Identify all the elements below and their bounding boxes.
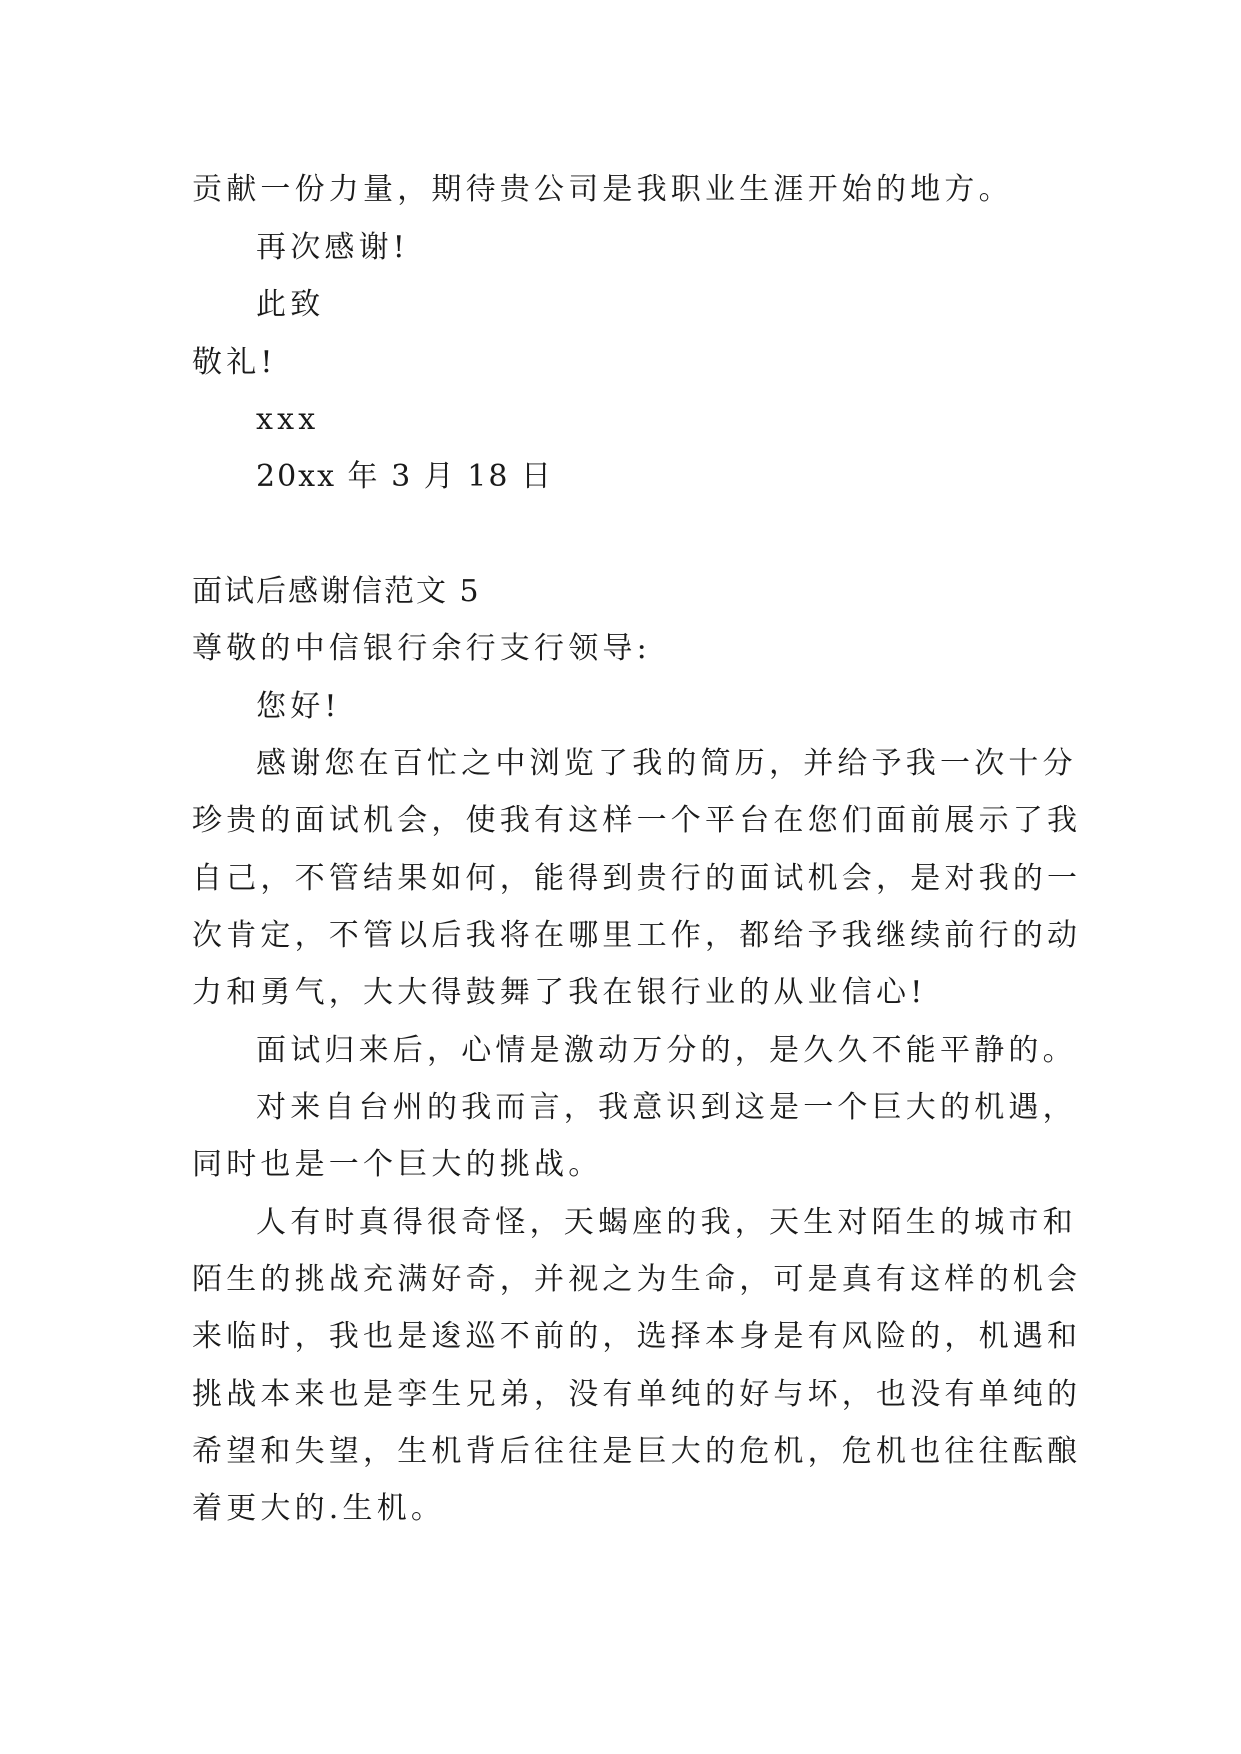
text-line: 着更大的.生机。 (192, 1491, 446, 1526)
text-line: 贡献一份力量，期待贵公司是我职业生涯开始的地方。 (192, 172, 1013, 207)
text-line: 力和勇气，大大得鼓舞了我在银行业的从业信心! (192, 975, 927, 1010)
signature-name: xxx (256, 402, 320, 437)
text-line: 自己，不管结果如何，能得到贵行的面试机会，是对我的一 (192, 861, 1082, 896)
text-line: 再次感谢! (256, 230, 410, 265)
text-line: 感谢您在百忙之中浏览了我的简历，并给予我一次十分 (256, 746, 1077, 781)
text-line: 面试归来后，心情是激动万分的，是久久不能平静的。 (256, 1033, 1077, 1068)
section-title: 面试后感谢信范文 5 (192, 574, 481, 609)
text-line: 敬礼! (192, 345, 277, 380)
text-line: 同时也是一个巨大的挑战。 (192, 1147, 603, 1182)
text-line: 对来自台州的我而言，我意识到这是一个巨大的机遇， (256, 1090, 1077, 1125)
salutation: 尊敬的中信银行余行支行领导: (192, 631, 651, 666)
text-line: 来临时，我也是逡巡不前的，选择本身是有风险的，机遇和 (192, 1319, 1082, 1354)
greeting: 您好! (256, 689, 341, 724)
text-line: 此致 (256, 287, 325, 322)
text-line: 次肯定，不管以后我将在哪里工作，都给予我继续前行的动 (192, 918, 1082, 953)
text-line: 希望和失望，生机背后往往是巨大的危机，危机也往往酝酿 (192, 1434, 1082, 1469)
text-line: 珍贵的面试机会，使我有这样一个平台在您们面前展示了我 (192, 803, 1082, 838)
letter-date: 20xx 年 3 月 18 日 (256, 459, 553, 494)
text-line: 陌生的挑战充满好奇，并视之为生命，可是真有这样的机会 (192, 1262, 1082, 1297)
text-line: 挑战本来也是孪生兄弟，没有单纯的好与坏，也没有单纯的 (192, 1377, 1082, 1412)
text-line: 人有时真得很奇怪，天蝎座的我，天生对陌生的城市和 (256, 1205, 1077, 1240)
